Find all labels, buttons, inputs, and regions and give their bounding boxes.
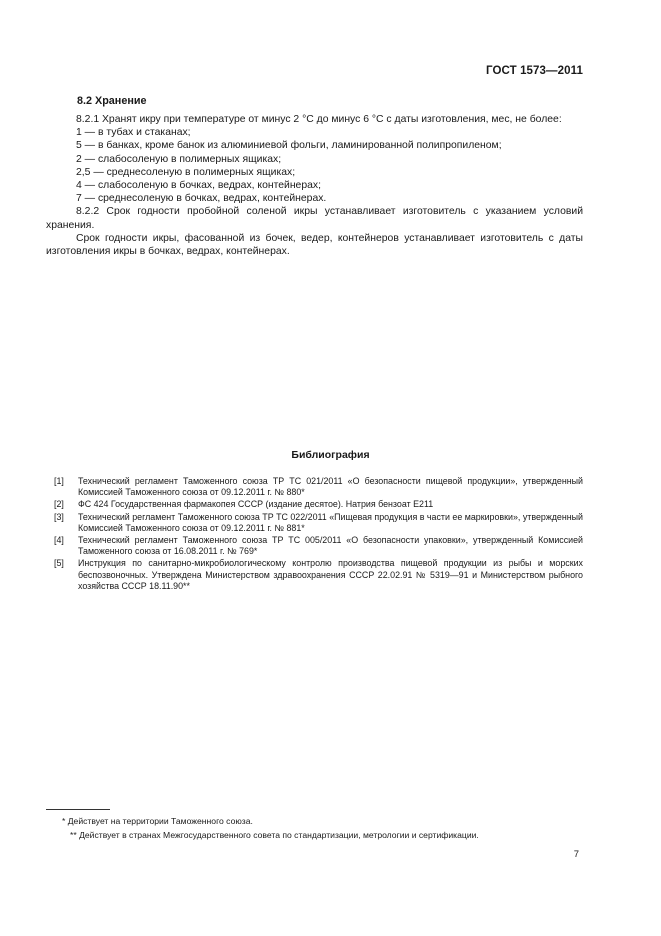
section-heading: 8.2 Хранение [77, 95, 147, 107]
footnote-separator [46, 809, 110, 810]
clause-8-2-2: 8.2.2 Срок годности пробойной соленой икры устанавливает изготовитель с указанием условий хранения. [46, 206, 583, 231]
bibliography-text: ФС 424 Государственная фармакопея СССР (издание десятое). Натрия бензоат Е211 [78, 499, 434, 510]
storage-item: 1 — в тубах и стаканах; [76, 127, 191, 139]
page-number: 7 [573, 849, 579, 860]
bibliography-entry [46, 512, 583, 534]
bibliography-entry [46, 476, 583, 498]
storage-item: 2 — слабосоленую в полимерных ящиках; [76, 153, 282, 165]
storage-item: 4 — слабосоленую в бочках, ведрах, контейнерах; [76, 180, 321, 192]
standard-designation: ГОСТ 1573—2011 [486, 65, 583, 77]
footnote: ** Действует в странах Межгосударственного совета по стандартизации, метрологии и сертификации. [70, 829, 479, 840]
bibliography-text: Технический регламент Таможенного союза ТР ТС 021/2011 «О безопасности пищевой продукции», утвержденный Комиссией Таможенного союза от 09.12.2011 г. № 880* [78, 476, 583, 498]
shelf-life-paragraph: Срок годности икры, фасованной из бочек, ведер, контейнеров устанавливает изготовитель с даты изготовления икры в бочках, ведрах, контейнерах. [46, 232, 583, 258]
bibliography-text: Технический регламент Таможенного союза ТР ТС 005/2011 «О безопасности упаковки», утвержденный Комиссией Таможенного союза от 16.08.2011 г. № 769* [78, 535, 583, 557]
bibliography-entry [46, 499, 583, 510]
bibliography-list [46, 476, 583, 593]
bibliography-entry [46, 558, 583, 592]
footnote: * Действует на территории Таможенного союза. [62, 816, 253, 826]
section-body [46, 113, 583, 258]
bibliography-number: [3] [54, 511, 64, 522]
storage-item: 7 — среднесоленую в бочках, ведрах, контейнерах. [76, 193, 327, 205]
bibliography-number: [2] [54, 499, 64, 510]
storage-item: 2,5 — среднесоленую в полимерных ящиках; [76, 166, 296, 178]
bibliography-text: Инструкция по санитарно-микробиологическому контролю производства пищевой продукции из рыбы и морских беспозвоночных. Утверждена Министерством здравоохранения СССР 22.02.91 № 5319—91 и Министерством рыбного хозяйства СССР 18.11.90** [78, 558, 583, 591]
bibliography-number: [4] [54, 535, 64, 546]
bibliography-text: Технический регламент Таможенного союза ТР ТС 022/2011 «Пищевая продукция в части ее маркировки», утвержденный Комиссией Таможенного союза от 09.12.2011 г. № 881* [78, 511, 584, 533]
bibliography-entry [46, 535, 583, 557]
bibliography-number: [1] [54, 476, 64, 486]
clause-8-2-1: 8.2.1 Хранят икру при температуре от минус 2 °С до минус 6 °С с даты изготовления, мес, не более: [76, 114, 562, 125]
bibliography-title: Библиография [291, 449, 370, 461]
bibliography-number: [5] [54, 558, 64, 569]
storage-item: 5 — в банках, кроме банок из алюминиевой фольги, ламинированной полипропиленом; [76, 140, 502, 152]
footnotes [46, 815, 583, 842]
